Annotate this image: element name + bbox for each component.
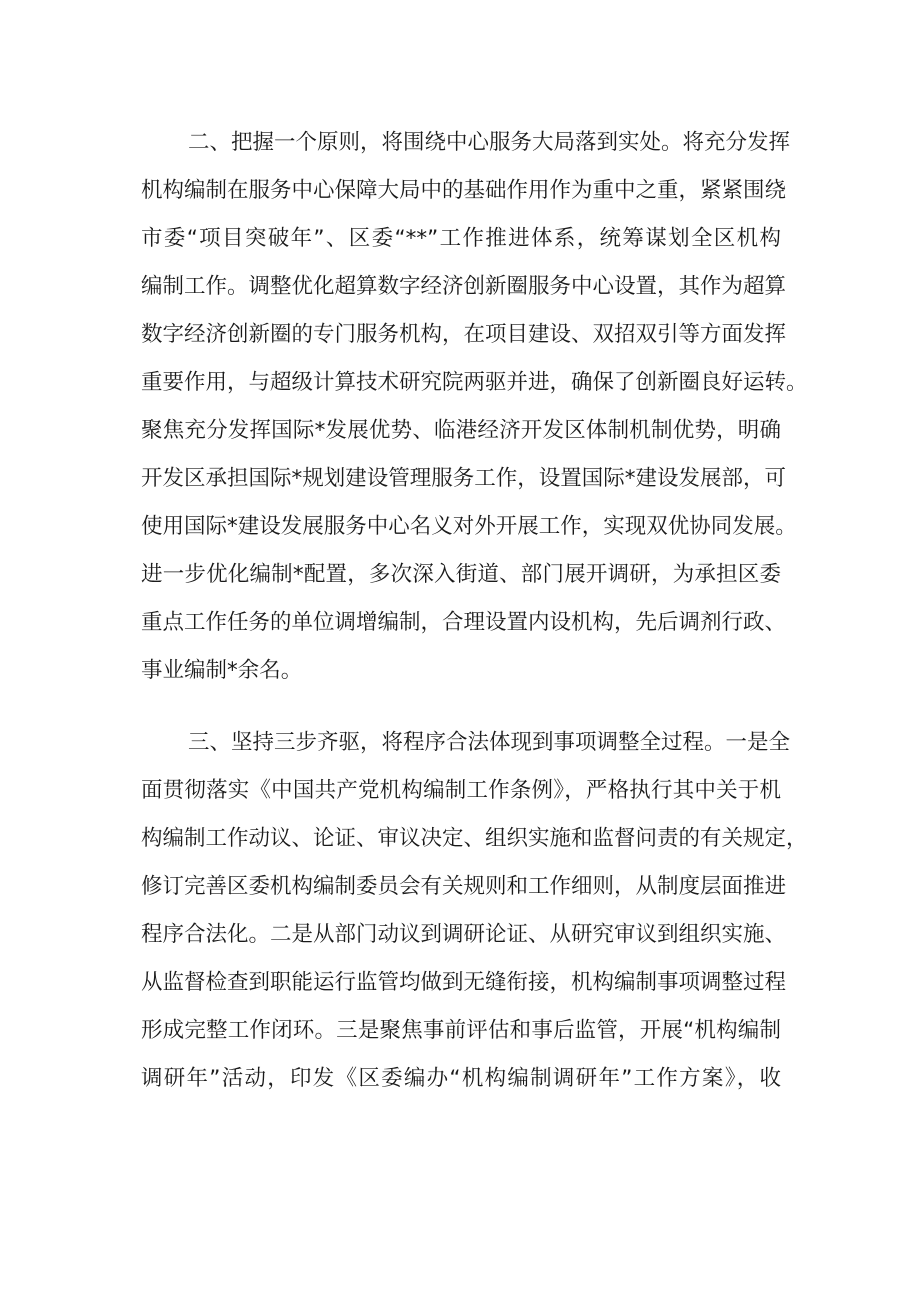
text-line: 使用国际*建设发展服务中心名义对外开展工作，实现双优协同发展。 (141, 514, 797, 539)
text-line: 重点工作任务的单位调增编制，合理设置内设机构，先后调剂行政、 (141, 610, 787, 635)
text-line: 面贯彻落实《中国共产党机构编制工作条例》，严格执行其中关于机 (141, 778, 781, 803)
text-line: 数字经济创新圈的专门服务机构，在项目建设、双招双引等方面发挥 (141, 322, 787, 347)
text-line: 形成完整工作闭环。三是聚焦事前评估和事后监管，开展“机构编制 (141, 1018, 781, 1043)
text-line: 三、坚持三步齐驱，将程序合法体现到事项调整全过程。一是全 (188, 730, 791, 755)
text-line: 进一步优化编制*配置，多次深入街道、部门展开调研，为承担区委 (141, 562, 781, 587)
text-line: 二、把握一个原则，将围绕中心服务大局落到实处。将充分发挥 (188, 130, 791, 155)
text-line: 调研年”活动，印发《区委编办“机构编制调研年”工作方案》，收 (141, 1066, 781, 1091)
text-line: 市委“项目突破年”、区委“**”工作推进体系，统筹谋划全区机构 (141, 226, 781, 251)
text-line: 构编制工作动议、论证、审议决定、组织实施和监督问责的有关规定， (141, 826, 808, 851)
text-line: 聚焦充分发挥国际*发展优势、临港经济开发区体制机制优势，明确 (141, 418, 781, 443)
text-line: 机构编制在服务中心保障大局中的基础作用作为重中之重，紧紧围绕 (141, 178, 787, 203)
text-line: 从监督检查到职能运行监管均做到无缝衔接，机构编制事项调整过程 (141, 970, 787, 995)
text-line: 开发区承担国际*规划建设管理服务工作，设置国际*建设发展部，可 (141, 466, 787, 491)
text-line: 重要作用，与超级计算技术研究院两驱并进，确保了创新圈良好运转。 (141, 370, 808, 395)
text-line: 事业编制*余名。 (141, 658, 303, 683)
text-line: 程序合法化。二是从部门动议到调研论证、从研究审议到组织实施、 (141, 922, 787, 947)
text-line: 编制工作。调整优化超算数字经济创新圈服务中心设置，其作为超算 (141, 274, 787, 299)
text-line: 修订完善区委机构编制委员会有关规则和工作细则，从制度层面推进 (141, 874, 787, 899)
